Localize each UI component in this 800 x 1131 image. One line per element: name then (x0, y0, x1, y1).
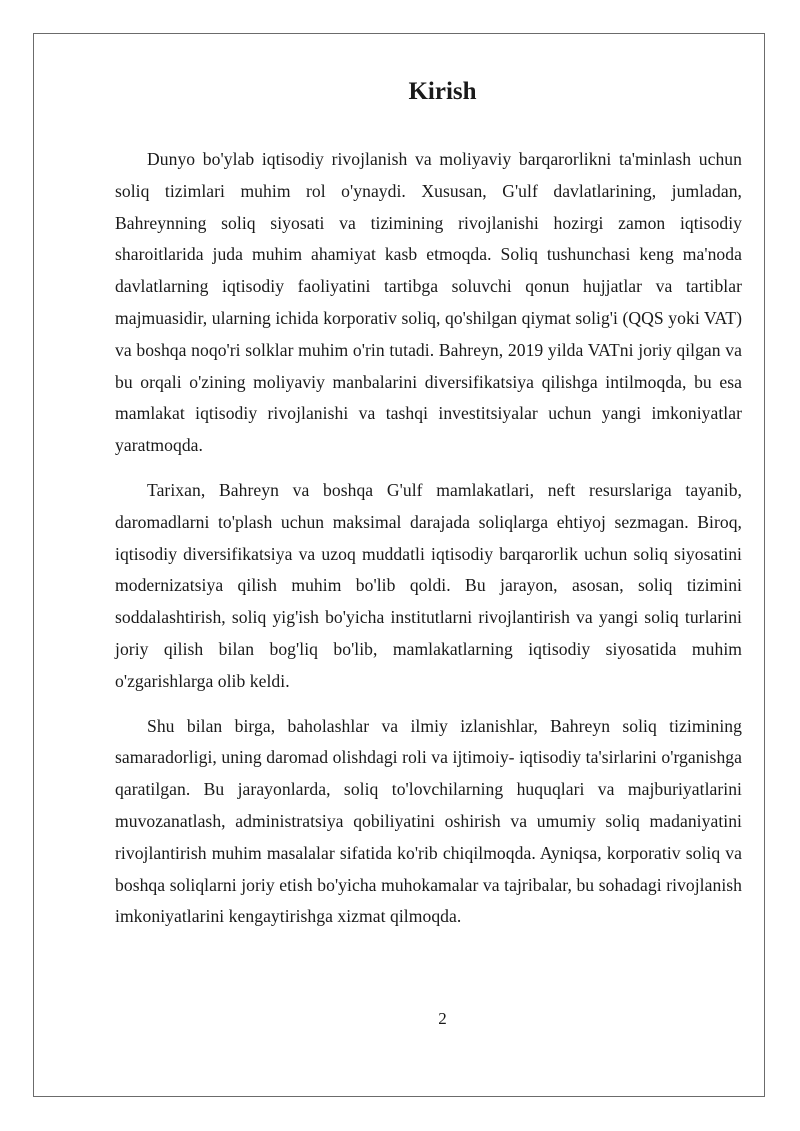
page-title: Kirish (408, 78, 477, 105)
page-number: 2 (438, 1009, 447, 1028)
paragraph-1: Dunyo bo'ylab iqtisodiy rivojlanish va moliyaviy barqarorlikni ta'minlash uchun soliq tizimlari muhim rol o'ynaydi. Xususan, G'ulf davlatlarining, jumladan, Bahreynning soliq siyosati va tizimining rivojlanishi hozirgi zamon iqtisodiy sharoitlarida juda muhim ahamiyat kasb etmoqda. Soliq tushunchasi keng ma'noda davlatlarning iqtisodiy faoliyatini tartibga soluvchi qonun hujjatlar va tartiblar majmuasidir, ularning ichida korporativ soliq, qo'shilgan qiymat solig'i (QQS yoki VAT) va boshqa noqo'ri solklar muhim o'rin tutadi. Bahreyn, 2019 yilda VATni joriy qilgan va bu orqali o'zining moliyaviy manbalarini diversifikatsiya qilishga intilmoqda, bu esa mamlakat iqtisodiy rivojlanishi va tashqi investitsiyalar uchun yangi imkoniyatlar yaratmoqda. (115, 149, 742, 456)
paragraph-2: Tarixan, Bahreyn va boshqa G'ulf mamlakatlari, neft resurslariga tayanib, daromadlarni to'plash uchun maksimal darajada soliqlarga ehtiyoj sezmagan. Biroq, iqtisodiy diversifikatsiya va uzoq muddatli iqtisodiy barqarorlik uchun soliq siyosatini modernizatsiya qilish muhim bo'lib qoldi. Bu jarayon, asosan, soliq tizimini soddalashtirish, soliq yig'ish bo'yicha institutlarni rivojlantirish va yangi soliq turlarini joriy qilish bilan bog'liq bo'lib, mamlakatlarning iqtisodiy siyosatida muhim o'zgarishlarga olib keldi. (115, 479, 742, 691)
paragraph-3: Shu bilan birga, baholashlar va ilmiy izlanishlar, Bahreyn soliq tizimining samaradorligi, uning daromad olishdagi roli va ijtimoiy- iqtisodiy ta'sirlarini o'rganishga qaratilgan. Bu jarayonlarda, soliq to'lovchilarning huquqlari va majburiyatlarini muvozanatlash, administratsiya qobiliyatini oshirish va umumiy soliq madaniyatini rivojlantirish muhim masalalar sifatida ko'rib chiqilmoqda. Ayniqsa, korporativ soliq va boshqa soliqlarni joriy etish bo'yicha muhokamalar va tajribalar, bu sohadagi rivojlanish imkoniyatlarini kengaytirishga xizmat qilmoqda. (115, 715, 742, 927)
document-body (115, 144, 742, 946)
